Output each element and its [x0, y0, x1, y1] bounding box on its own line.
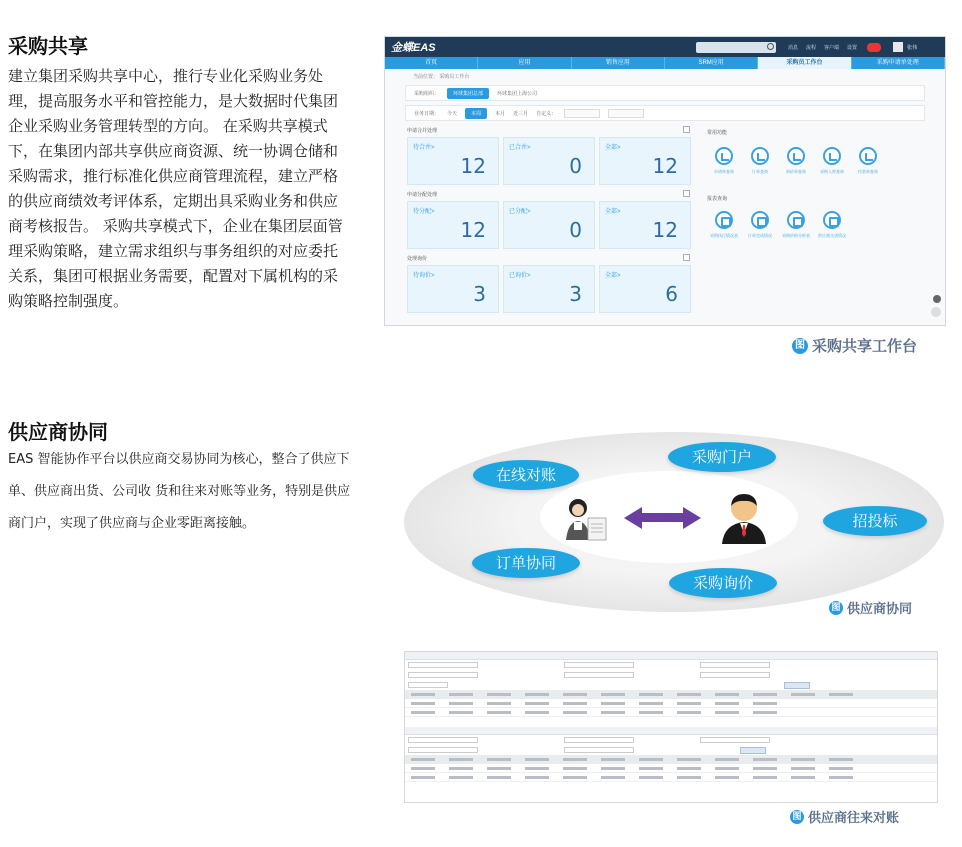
- org-filter-label: 采购组织：: [414, 90, 440, 97]
- stat-card-value: 6: [665, 282, 678, 306]
- filter-field[interactable]: [564, 737, 634, 743]
- statement-header: [405, 652, 937, 660]
- filter-field[interactable]: [700, 662, 770, 668]
- stat-card[interactable]: [503, 201, 595, 249]
- stat-card[interactable]: [503, 137, 595, 185]
- supplier-statement-screenshot: [404, 651, 938, 803]
- stat-card[interactable]: [599, 265, 691, 313]
- column-header: [449, 693, 473, 696]
- stat-card-value: 0: [569, 154, 582, 178]
- org-chip-selected[interactable]: 环球集团总部: [447, 88, 489, 99]
- exchange-arrow-right-icon: [683, 507, 701, 529]
- date-option-three-months[interactable]: 近三月: [513, 110, 529, 117]
- paragraph-line: 理采购策略，建立需求组织与事务组织的对应委托: [8, 242, 339, 260]
- nav-tab-buyer-workbench[interactable]: 采购员工作台: [758, 57, 851, 69]
- table-cell: [601, 767, 625, 770]
- workbench-caption: [792, 335, 917, 356]
- nav-tab-apps[interactable]: 应用: [478, 57, 571, 69]
- table-cell: [753, 711, 777, 714]
- nav-tab-srm[interactable]: SRM应用: [665, 57, 758, 69]
- paragraph-line: 单、供应商出货、公司收 货和往来对账等业务，特别是供应: [8, 484, 351, 499]
- table-cell: [411, 776, 435, 779]
- statement-form-row: [405, 660, 937, 670]
- paragraph-line: EAS 智能协作平台以供应商交易协同为核心，整合了供应下: [8, 452, 350, 467]
- table-cell: [525, 711, 549, 714]
- table-cell: [411, 702, 435, 705]
- stat-card-label: 待询价>: [413, 273, 435, 279]
- table-cell: [449, 711, 473, 714]
- stat-card-value: 12: [460, 218, 486, 242]
- table-cell: [487, 767, 511, 770]
- column-header: [791, 758, 815, 761]
- stat-card[interactable]: [407, 137, 499, 185]
- exchange-arrow-shaft: [640, 513, 684, 522]
- statement-table-header: [405, 755, 937, 764]
- statement-form-row: [405, 735, 937, 745]
- table-cell: [411, 711, 435, 714]
- breadcrumb: 当前位置： 采购员工作台: [413, 74, 470, 80]
- column-header: [525, 758, 549, 761]
- group-title: 处理询价: [407, 256, 428, 262]
- statement-subheader: [405, 727, 937, 735]
- stat-card-value: 0: [569, 218, 582, 242]
- notification-badge[interactable]: [867, 43, 881, 52]
- report-label: 供应商交货情况: [818, 233, 846, 238]
- stat-card-label: 已分配>: [509, 209, 531, 215]
- table-cell: [639, 702, 663, 705]
- query-button[interactable]: [784, 682, 810, 689]
- column-header: [487, 693, 511, 696]
- column-header: [715, 693, 739, 696]
- nav-tab-sales[interactable]: 销售应用: [572, 57, 665, 69]
- table-cell: [639, 776, 663, 779]
- section-title-procurement-sharing: 采购共享: [8, 34, 88, 58]
- workbench-top-bar: [385, 37, 945, 57]
- paragraph-line: 商门户，实现了供应商与企业零距离接触。: [8, 516, 256, 531]
- table-cell: [563, 776, 587, 779]
- table-cell: [753, 776, 777, 779]
- table-row[interactable]: [405, 773, 937, 782]
- report-query-title: 报表查询: [707, 196, 728, 202]
- column-header: [487, 758, 511, 761]
- eas-logo: 金蝶EAS: [391, 42, 436, 54]
- collapse-icon[interactable]: [683, 126, 690, 133]
- column-header: [677, 693, 701, 696]
- date-option-this-week[interactable]: 本周: [465, 108, 487, 119]
- date-end-input[interactable]: [608, 109, 644, 118]
- table-cell: [563, 702, 587, 705]
- column-header: [411, 758, 435, 761]
- column-header: [449, 758, 473, 761]
- enterprise-person-icon: [716, 490, 772, 544]
- order-query-icon[interactable]: [751, 147, 769, 165]
- column-header: [715, 758, 739, 761]
- paragraph-line: 关系，集团可根据业务需要，配置对下属机构的采: [8, 267, 339, 285]
- filter-field[interactable]: [700, 737, 770, 743]
- avatar[interactable]: [893, 42, 903, 52]
- report-icon[interactable]: [787, 211, 805, 229]
- table-cell: [449, 776, 473, 779]
- report-icon[interactable]: [823, 211, 841, 229]
- date-option-this-month[interactable]: 本月: [495, 110, 506, 117]
- statement-form-row: [405, 745, 937, 755]
- filter-field[interactable]: [408, 662, 478, 668]
- date-option-today[interactable]: 今天: [447, 110, 458, 117]
- stat-card[interactable]: [407, 265, 499, 313]
- org-filter-row: [405, 85, 925, 101]
- stat-card-label: 已合并>: [509, 145, 531, 151]
- query-button[interactable]: [740, 747, 766, 754]
- pill-procurement-portal: 采购门户: [668, 442, 776, 472]
- statement-caption: [790, 807, 899, 826]
- table-cell: [563, 711, 587, 714]
- section-title-supplier-collaboration: 供应商协同: [8, 420, 108, 444]
- column-header: [525, 693, 549, 696]
- column-header: [639, 758, 663, 761]
- shortcut-label: 询价单查询: [786, 169, 806, 174]
- group-title: 申请分配处理: [407, 192, 438, 198]
- picture-icon: 图: [790, 810, 804, 824]
- requisition-query-icon[interactable]: [715, 147, 733, 165]
- org-option[interactable]: 环球集团上海公司: [497, 90, 538, 97]
- supplier-person-icon: [556, 494, 616, 544]
- stat-card-value: 12: [460, 154, 486, 178]
- inquiry-query-icon[interactable]: [787, 147, 805, 165]
- stat-card[interactable]: [599, 201, 691, 249]
- table-cell: [601, 776, 625, 779]
- filter-field[interactable]: [564, 747, 634, 753]
- filter-field[interactable]: [564, 662, 634, 668]
- paragraph-line: 企业采购业务管理转型的方向。 在采购共享模式: [8, 117, 328, 135]
- filter-field[interactable]: [408, 672, 478, 678]
- table-cell: [677, 776, 701, 779]
- nav-tab-requisition[interactable]: 采购申请单处理: [852, 57, 945, 69]
- collapse-icon[interactable]: [683, 254, 690, 261]
- column-header: [753, 758, 777, 761]
- stat-card-label: 全部>: [605, 273, 621, 279]
- table-cell: [829, 776, 853, 779]
- column-header: [601, 758, 625, 761]
- workbench-search-input[interactable]: [696, 42, 776, 53]
- table-cell: [525, 767, 549, 770]
- filter-field[interactable]: [700, 672, 770, 678]
- paragraph-line: 购策略控制强度。: [8, 292, 129, 310]
- pill-bidding: 招投标: [823, 506, 927, 536]
- table-cell: [829, 767, 853, 770]
- table-cell: [753, 702, 777, 705]
- column-header: [411, 693, 435, 696]
- table-cell: [525, 702, 549, 705]
- table-cell: [449, 767, 473, 770]
- table-row[interactable]: [405, 699, 937, 708]
- table-cell: [677, 702, 701, 705]
- paragraph-line: 商考核报告。 采购共享模式下，企业在集团层面管: [8, 217, 343, 235]
- workbench-top-links: [788, 44, 857, 51]
- report-icon[interactable]: [715, 211, 733, 229]
- table-row[interactable]: [405, 708, 937, 717]
- stat-card[interactable]: [407, 201, 499, 249]
- column-header: [829, 758, 853, 761]
- procurement-workbench-screenshot: [384, 36, 946, 326]
- collaboration-caption: [829, 598, 912, 617]
- column-header: [677, 758, 701, 761]
- paragraph-line: 采购需求，推行标准化供应商管理流程，建立严格: [8, 167, 339, 185]
- paragraph-line: 建立集团采购共享中心，推行专业化采购业务处: [8, 67, 324, 85]
- common-functions-title: 常用功能: [707, 130, 728, 136]
- table-cell: [487, 702, 511, 705]
- table-cell: [677, 767, 701, 770]
- table-cell: [715, 702, 739, 705]
- user-name: 张伟: [907, 44, 918, 51]
- caption-text: 供应商协同: [847, 602, 913, 617]
- report-label: 采购价格分析表: [782, 233, 810, 238]
- top-link-client[interactable]: 客户端: [824, 44, 840, 51]
- table-row[interactable]: [405, 764, 937, 773]
- date-filter-row: [405, 105, 925, 121]
- table-cell: [639, 767, 663, 770]
- stat-card-label: 待分配>: [413, 209, 435, 215]
- picture-icon: 图: [829, 601, 843, 615]
- table-cell: [601, 711, 625, 714]
- paragraph-line: 下，在集团内部共享供应商资源、统一协调仓储和: [8, 142, 339, 160]
- report-icon[interactable]: [751, 211, 769, 229]
- section-paragraph-procurement-sharing: [8, 64, 378, 314]
- table-cell: [791, 776, 815, 779]
- top-link-settings[interactable]: 设置: [847, 44, 858, 51]
- table-cell: [449, 702, 473, 705]
- workbench-nav: [385, 57, 945, 69]
- help-icon[interactable]: [931, 307, 941, 317]
- pill-procurement-inquiry: 采购询价: [669, 568, 777, 598]
- filter-field[interactable]: [408, 737, 478, 743]
- section-paragraph-supplier-collaboration: [8, 444, 393, 540]
- top-link-messages[interactable]: 消息: [788, 44, 799, 51]
- paragraph-line: 理，提高服务水平和管控能力，是大数据时代集团: [8, 92, 339, 110]
- pill-order-collaboration: 订单协同: [472, 548, 580, 578]
- column-header: [563, 758, 587, 761]
- date-custom-label: 自定义：: [536, 110, 557, 117]
- table-cell: [411, 767, 435, 770]
- statement-form-row: [405, 680, 937, 690]
- statement-form-row: [405, 670, 937, 680]
- inbound-query-icon[interactable]: [823, 147, 841, 165]
- filter-field[interactable]: [408, 747, 478, 753]
- column-header: [563, 693, 587, 696]
- filter-field[interactable]: [408, 682, 448, 688]
- shortcut-label: 采购入库查询: [820, 169, 844, 174]
- table-cell: [563, 767, 587, 770]
- column-header: [639, 693, 663, 696]
- table-cell: [525, 776, 549, 779]
- stat-card[interactable]: [599, 137, 691, 185]
- filter-field[interactable]: [564, 672, 634, 678]
- table-cell: [487, 711, 511, 714]
- pill-online-reconciliation: 在线对账: [473, 460, 579, 490]
- column-header: [829, 693, 853, 696]
- shortcut-label: 订单查询: [752, 169, 768, 174]
- stat-card-label: 待合并>: [413, 145, 435, 151]
- column-header: [753, 693, 777, 696]
- table-cell: [677, 711, 701, 714]
- nav-tab-home[interactable]: 首页: [385, 57, 478, 69]
- stat-card-value: 12: [652, 218, 678, 242]
- date-filter-label: 业务日期：: [414, 110, 440, 117]
- stat-card-value: 12: [652, 154, 678, 178]
- stat-card-label: 已询价>: [509, 273, 531, 279]
- group-title: 申请合并处理: [407, 128, 438, 134]
- table-cell: [487, 776, 511, 779]
- shortcut-label: 申请单查询: [714, 169, 734, 174]
- scroll-top-icon[interactable]: [933, 295, 941, 303]
- stat-card-label: 全部>: [605, 145, 621, 151]
- caption-text: 供应商往来对账: [808, 811, 900, 826]
- stat-card-label: 全部>: [605, 209, 621, 215]
- table-cell: [753, 767, 777, 770]
- table-cell: [715, 767, 739, 770]
- table-cell: [715, 711, 739, 714]
- table-cell: [715, 776, 739, 779]
- paragraph-line: 的供应商绩效考评体系，定期出具采购业务和供应: [8, 192, 339, 210]
- stat-card-value: 3: [473, 282, 486, 306]
- shortcut-label: 付款单查询: [858, 169, 878, 174]
- stat-card-value: 3: [569, 282, 582, 306]
- report-label: 采购执行情况表: [710, 233, 738, 238]
- table-cell: [639, 711, 663, 714]
- picture-icon: 图: [792, 338, 808, 354]
- statement-table-header: [405, 690, 937, 699]
- collapse-icon[interactable]: [683, 190, 690, 197]
- table-cell: [791, 767, 815, 770]
- column-header: [791, 693, 815, 696]
- table-cell: [601, 702, 625, 705]
- search-icon[interactable]: [767, 43, 774, 50]
- stat-card[interactable]: [503, 265, 595, 313]
- payment-query-icon[interactable]: [859, 147, 877, 165]
- report-label: 订单完成情况: [748, 233, 772, 238]
- date-start-input[interactable]: [564, 109, 600, 118]
- top-link-workflow[interactable]: 流程: [806, 44, 817, 51]
- column-header: [601, 693, 625, 696]
- caption-text: 采购共享工作台: [812, 337, 918, 355]
